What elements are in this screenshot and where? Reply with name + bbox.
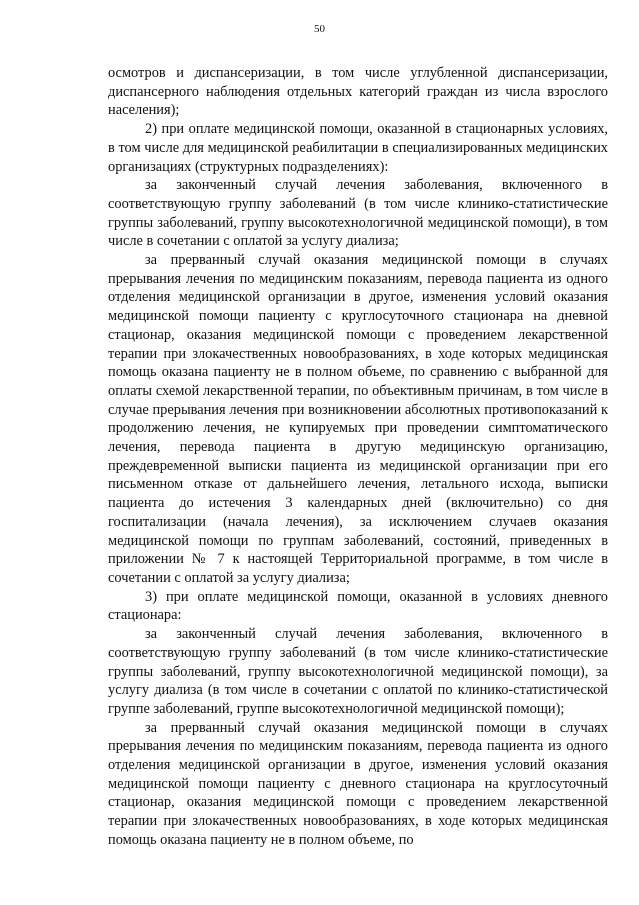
document-body (108, 64, 608, 850)
page-number: 50 (314, 23, 325, 35)
paragraph-interrupted-case-day-hospital: за прерванный случай оказания медицинской помощи в случаях прерывания лечения по медицинским показаниям, перевода пациента из одного отделения медицинской организации в другое, изменения условий оказания медицинской помощи пациенту с дневного стационара на круглосуточный стационар, оказания медицинской помощи с проведением лекарственной терапии при злокачественных новообразованиях, в ходе которых медицинская помощь оказана пациенту не в полном объеме, по (108, 719, 608, 848)
paragraph-interrupted-case-inpatient: за прерванный случай оказания медицинской помощи в случаях прерывания лечения по медицинским показаниям, перевода пациента из одного отделения медицинской организации в другое, изменения условий оказания медицинской помощи пациенту с круглосуточного стационара на дневной стационар, оказания медицинской помощи с проведением лекарственной терапии при злокачественных новообразованиях, в ходе которых медицинская помощь оказана пациенту не в полном объеме, по сравнению с выбранной для оплаты схемой лекарственной терапии, по объективным причинам, в том числе в случае прерывания лечения при возникновении абсолютных противопоказаний к продолжению лечения, не купируемых при проведении симптоматического лечения, перевода пациента в другую медицинскую организацию, преждевременной выписки пациента из медицинской организации при его письменном отказе от дальнейшего лечения, летального исхода, выписки пациента до истечения 3 календарных дней (включительно) со дня госпитализации (начала лечения), за исключением случаев оказания медицинской помощи по группам заболеваний, состояний, приведенных в приложении № 7 к настоящей Территориальной программе, в том числе в сочетании с оплатой за услугу диализа; (108, 252, 608, 586)
paragraph-completed-case-inpatient: за законченный случай лечения заболевания, включенного в соответствующую группу заболеваний (в том числе клинико-статистические группы заболеваний, группу высокотехнологичной медицинской помощи), в том числе в сочетании с оплатой за услугу диализа; (108, 177, 608, 250)
paragraph-item-2: 2) при оплате медицинской помощи, оказанной в стационарных условиях, в том числе для медицинской реабилитации в специализированных медицинских организациях (структурных подразделениях): (108, 121, 608, 175)
paragraph-continuation: осмотров и диспансеризации, в том числе углубленной диспансеризации, диспансерного наблюдения отдельных категорий граждан из числа взрослого населения); (108, 65, 608, 119)
paragraph-item-3: 3) при оплате медицинской помощи, оказанной в условиях дневного стационара: (108, 588, 608, 624)
paragraph-completed-case-day-hospital: за законченный случай лечения заболевания, включенного в соответствующую группу заболеваний (в том числе клинико-статистические группы заболеваний, группу высокотехнологичной медицинской помощи), за услугу диализа (в том числе в сочетании с оплатой по клинико-статистической группе заболеваний, группе высокотехнологичной медицинской помощи); (108, 626, 608, 717)
